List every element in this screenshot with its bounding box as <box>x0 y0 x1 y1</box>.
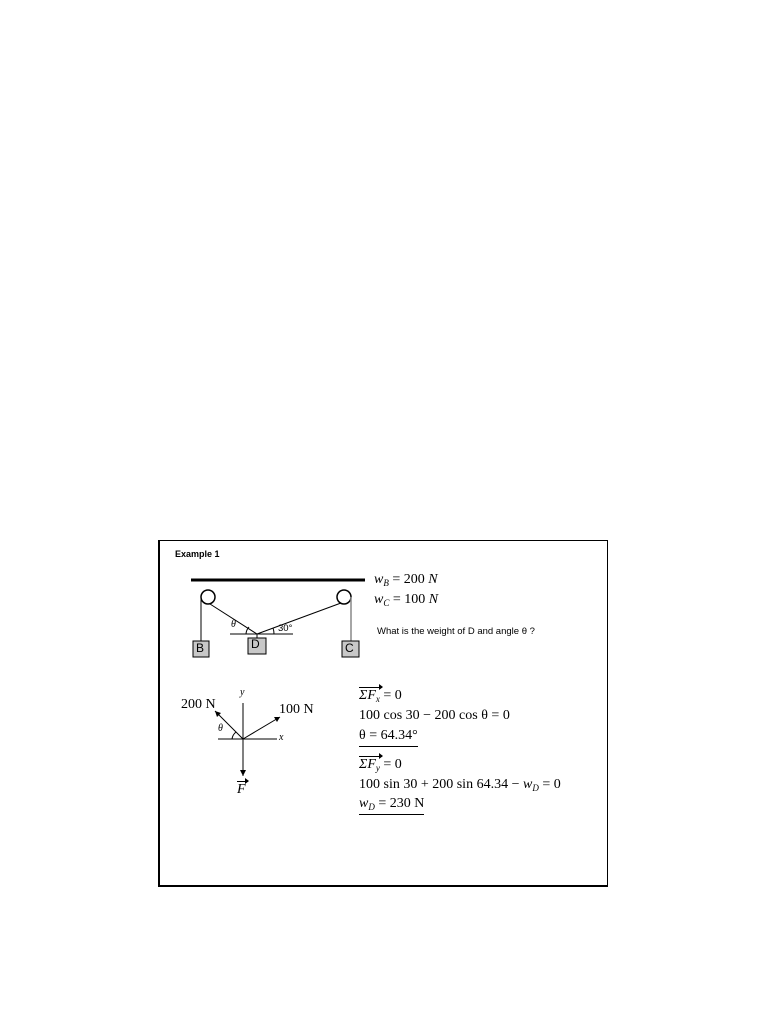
question-text: What is the weight of D and angle θ ? <box>377 626 535 637</box>
fbd-100n-label: 100 N <box>279 702 314 717</box>
thirty-arc <box>273 628 274 634</box>
fbd-200n-label: 200 N <box>181 697 216 712</box>
rope-right-d <box>257 603 341 634</box>
theta-label: θ <box>231 619 236 630</box>
example-card <box>158 540 608 887</box>
eq-sum-fy: $\Sigma F_y = 0$ <box>359 757 402 773</box>
given-wc: $w_C = 100$ N <box>374 592 439 608</box>
pulley-left <box>201 590 215 604</box>
eq-wd-result: $w_D = 230$ N <box>359 796 424 815</box>
angle-30-label: 30° <box>278 623 293 634</box>
eq-fy-line: 100 sin 30 + 200 $\sin 64.34 - w_D = 0$ <box>359 777 561 793</box>
eq-sum-fx: $\Sigma F_x = 0$ <box>359 688 402 704</box>
eq-fx-line: 100 cos 30 − 200 cos θ = 0 <box>359 708 510 723</box>
eq-theta-result: θ = 64.34° <box>359 728 418 747</box>
given-wb: $w_B = 200$ N <box>374 572 438 588</box>
block-c-label: C <box>345 641 354 655</box>
fbd-arrow-down <box>240 770 246 776</box>
fbd-force-right <box>243 717 280 739</box>
fbd-theta-arc <box>232 732 236 739</box>
block-d-label: D <box>251 637 260 651</box>
block-b-label: B <box>196 641 205 655</box>
example-title: Example 1 <box>175 549 220 559</box>
fbd-y-label: y <box>240 687 245 698</box>
fbd-x-label: x <box>279 732 284 743</box>
fbd-f-label: F <box>237 782 246 797</box>
fbd-theta-label: θ <box>218 723 223 734</box>
theta-arc <box>246 627 249 634</box>
pulley-right <box>337 590 351 604</box>
